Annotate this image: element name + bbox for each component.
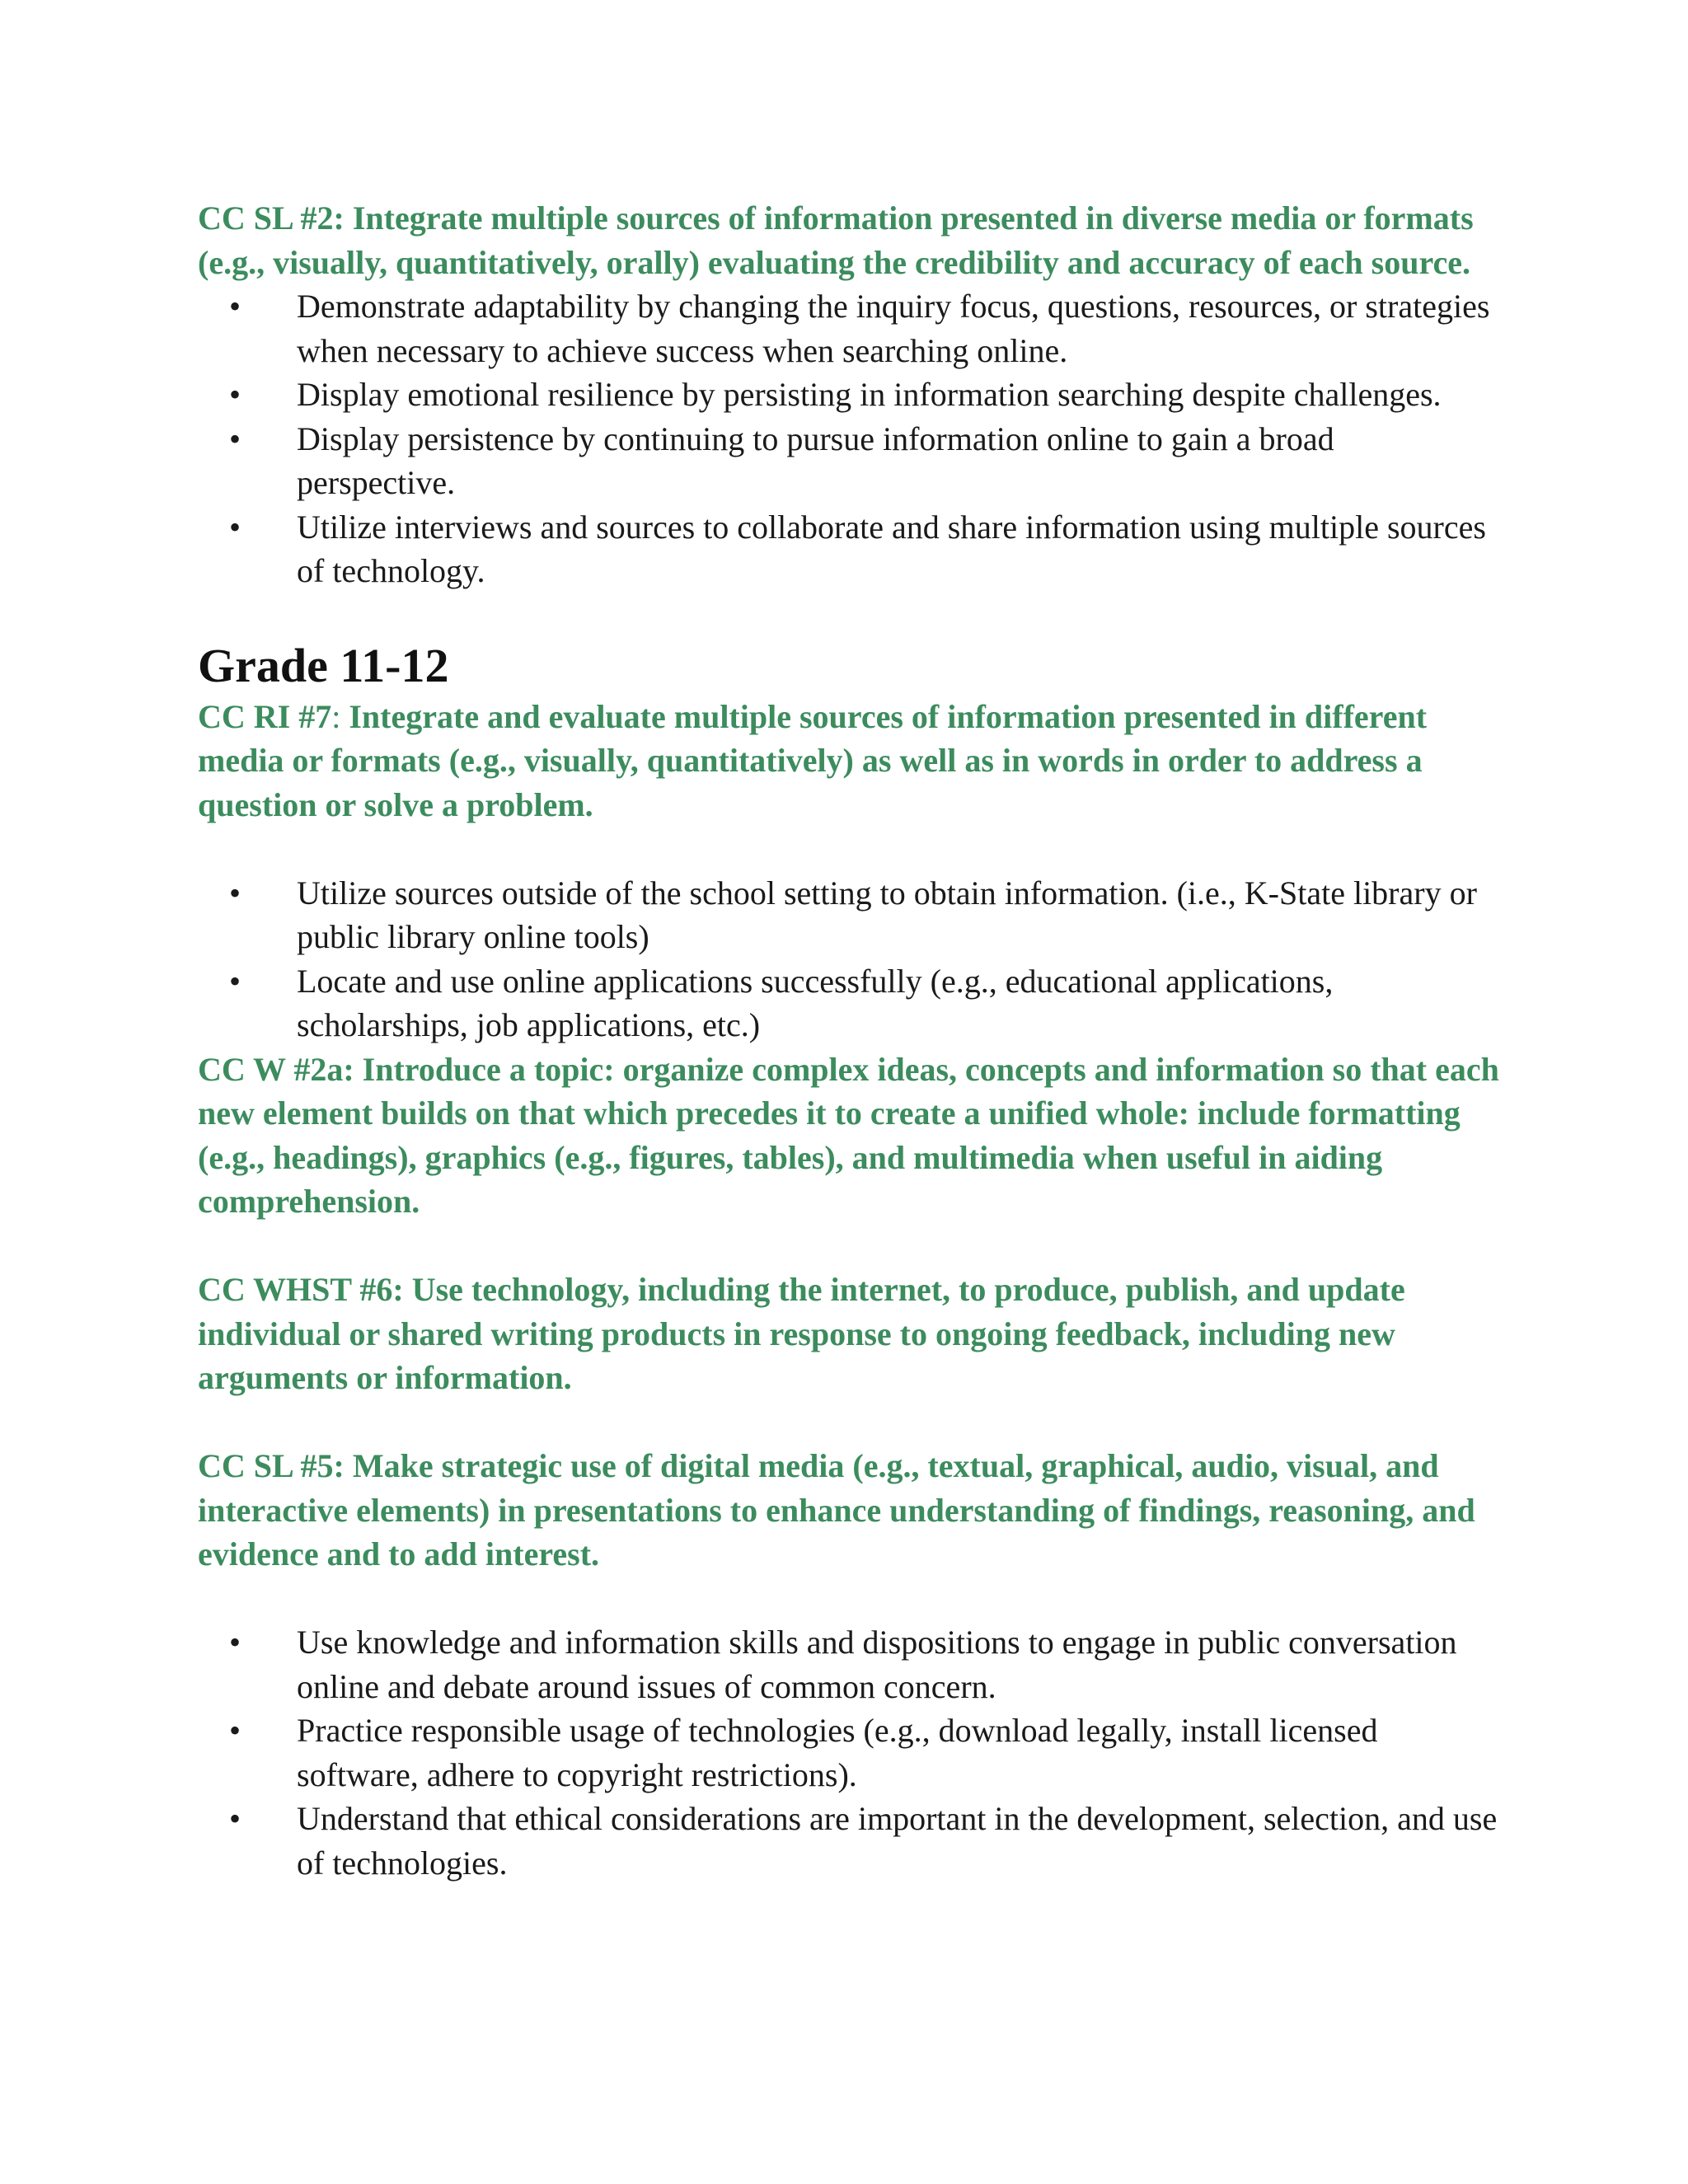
- list-item: • Practice responsible usage of technologies (e.g., download legally, install licensed software, adhere to copyright restrictions).: [198, 1708, 1500, 1797]
- standard-heading-w2a: CC W #2a: Introduce a topic: organize complex ideas, concepts and information so that each new element builds on that which precedes it to create a unified whole: include formatting (e.g., headings), graphics (e.g., figures, tables), and multimedia when useful in aiding comprehension.: [198, 1050, 1499, 1220]
- standard-code: CC RI #7: [198, 697, 332, 735]
- standard-heading-sl2: CC SL #2: Integrate multiple sources of information presented in diverse media or formats (e.g., visually, quantitatively, orally) evaluating the credibility and accuracy of each source.: [198, 199, 1474, 281]
- list-item: • Understand that ethical considerations are important in the development, selection, and use of technologies.: [198, 1797, 1500, 1885]
- list-item: • Use knowledge and information skills and dispositions to engage in public conversation online and debate around issues of common concern.: [198, 1620, 1500, 1708]
- bullet-icon: •: [229, 288, 241, 325]
- document-page: [198, 196, 1500, 1885]
- list-item: • Utilize interviews and sources to collaborate and share information using multiple sources of technology.: [198, 505, 1500, 593]
- standard-heading-sl5: CC SL #5: Make strategic use of digital media (e.g., textual, graphical, audio, visual, and interactive elements) in presentations to enhance understanding of findings, reasoning, and evidence and to add interest.: [198, 1447, 1475, 1572]
- standard-colon: :: [331, 697, 341, 735]
- standard-heading-ri7: [198, 695, 1500, 827]
- spacer: [198, 1400, 1500, 1445]
- grade-title: Grade 11-12: [198, 638, 449, 692]
- list-item: • Utilize sources outside of the school setting to obtain information. (i.e., K-State library or public library online tools): [198, 871, 1500, 959]
- bullet-icon: •: [229, 874, 241, 912]
- bullet-icon: •: [229, 508, 241, 546]
- list-item: • Locate and use online applications successfully (e.g., educational applications, scholarships, job applications, etc.): [198, 959, 1500, 1047]
- bullet-icon: •: [229, 1624, 241, 1661]
- list-item: • Display emotional resilience by persisting in information searching despite challenges.: [198, 373, 1500, 417]
- spacer: [198, 1224, 1500, 1268]
- standard-heading-whst6: CC WHST #6: Use technology, including the internet, to produce, publish, and update individual or shared writing products in response to ongoing feedback, including new arguments or information.: [198, 1271, 1405, 1396]
- bullet-icon: •: [229, 1712, 241, 1749]
- list-item: • Display persistence by continuing to pursue information online to gain a broad perspective.: [198, 417, 1500, 505]
- bullet-icon: •: [229, 419, 241, 457]
- bullet-icon: •: [229, 1800, 241, 1837]
- bullet-list-sl5: [198, 1620, 1500, 1885]
- bullet-icon: •: [229, 962, 241, 1000]
- bullet-list-ri7: [198, 871, 1500, 1047]
- spacer: [198, 827, 1500, 871]
- spacer: [198, 1577, 1500, 1621]
- list-item: • Demonstrate adaptability by changing the inquiry focus, questions, resources, or strategies when necessary to achieve success when searching online.: [198, 284, 1500, 373]
- bullet-icon: •: [229, 376, 241, 413]
- standard-text: Integrate and evaluate multiple sources of information presented in different media or formats (e.g., visually, quantitatively) as well as in words in order to address a question or solve a problem.: [198, 697, 1428, 823]
- bullet-list-sl2: [198, 284, 1500, 593]
